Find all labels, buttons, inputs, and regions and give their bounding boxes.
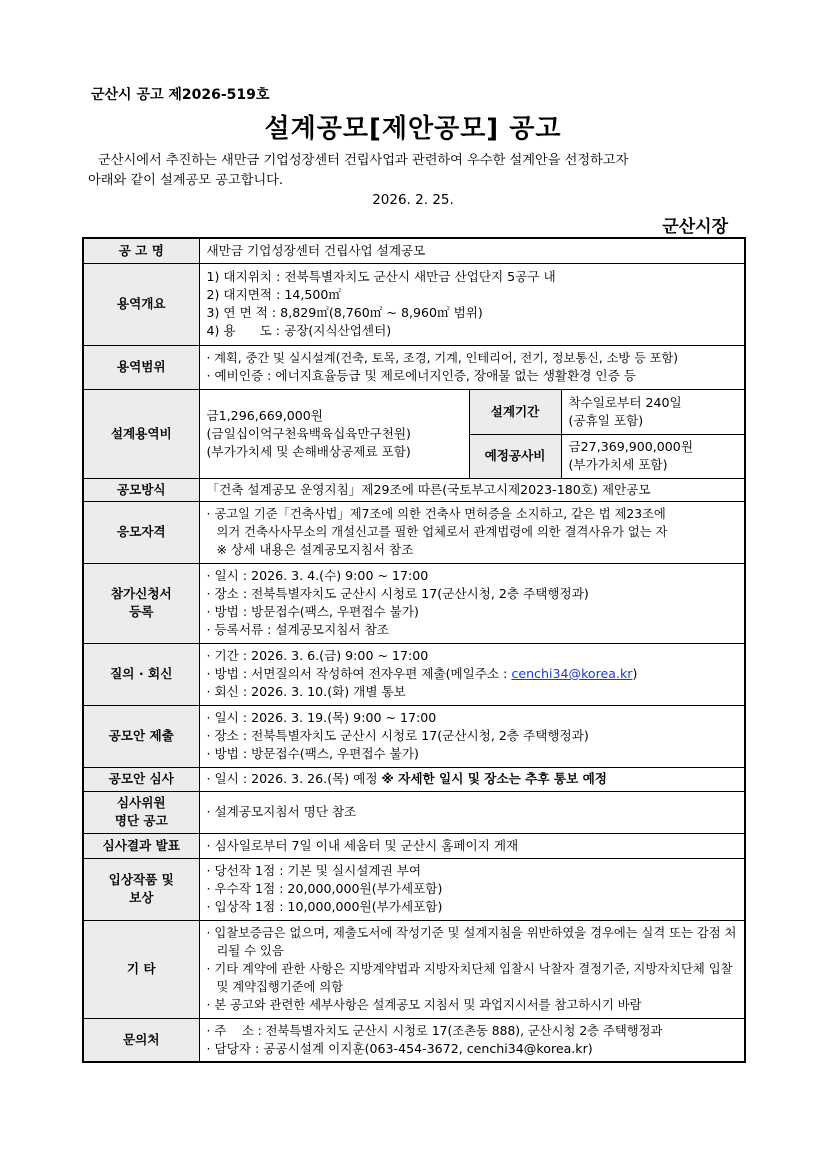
committee-value: · 설계공모지침서 명단 참조	[199, 791, 745, 833]
qa-content	[199, 643, 745, 705]
row-label: 문의처	[83, 1018, 199, 1062]
row-overview	[83, 263, 745, 345]
row-review	[83, 767, 745, 791]
overview-line: 3) 연 면 적 : 8,829㎡(8,760㎡ ~ 8,960㎡ 범위)	[206, 305, 483, 320]
row-label: 용역범위	[83, 345, 199, 389]
row-fee	[83, 389, 745, 434]
label-line: 명단 공고	[114, 813, 168, 828]
row-label: 공모안 제출	[83, 705, 199, 767]
row-label	[83, 858, 199, 920]
label-line: 입상작품 및	[108, 872, 174, 887]
fee-note: (부가가치세 및 손해배상공제료 포함)	[206, 443, 411, 459]
notice-number: 군산시 공고 제2026-519호	[91, 87, 270, 103]
registration-line: · 장소 : 전북특별자치도 군산시 시청로 17(군산시청, 2층 주택행정과)	[206, 586, 589, 601]
notice-date: 2026. 2. 25.	[372, 192, 454, 208]
awards-content	[199, 858, 745, 920]
period-line: (공휴일 포함)	[568, 412, 644, 428]
submission-content	[199, 705, 745, 767]
intro-paragraph	[88, 151, 740, 191]
row-other	[83, 920, 745, 1018]
intro-line: 아래와 같이 설계공모 공고합니다.	[88, 173, 284, 188]
scope-content	[199, 345, 745, 389]
method-value: 「건축 설계공모 운영지침」제29조에 따른(국토부고시제2023-180호) 제안공모	[199, 478, 745, 501]
other-item: · 입찰보증금은 없으며, 제출도서에 작성기준 및 설계지침을 위반하였을 경우에는 실격 또는 감점 처리될 수 있음	[206, 926, 737, 958]
row-label: 설계용역비	[83, 389, 199, 478]
other-item: · 기타 계약에 관한 사항은 지방계약법과 지방자치단체 입찰시 낙찰자 결정기준, 지방자치단체 입찰 및 계약집행기준에 의함	[206, 962, 733, 994]
email-link[interactable]: cenchi34@korea.kr	[511, 666, 633, 681]
scope-line: · 계획, 중간 및 실시설계(건축, 토목, 조경, 기계, 인테리어, 전기, 정보통신, 소방 등 포함)	[206, 351, 678, 365]
cost-line: (부가가치세 포함)	[568, 457, 668, 472]
qa-method-text: · 방법 : 서면질의서 작성하여 전자우편 제출(메일주소 :	[206, 666, 512, 681]
award-line: · 입상작 1점 : 10,000,000원(부가세포함)	[206, 899, 443, 914]
contact-person: · 담당자 : 공공시설계 이지훈(063-454-3672, cenchi34@korea.kr)	[206, 1040, 593, 1056]
row-label	[83, 563, 199, 643]
overview-line: 2) 대지면적 : 14,500㎡	[206, 287, 342, 302]
overview-content	[199, 263, 745, 345]
registration-line: · 일시 : 2026. 3. 4.(수) 9:00 ~ 17:00	[206, 568, 429, 583]
eligibility-content	[199, 501, 745, 563]
review-content	[199, 767, 745, 791]
eligibility-line: · 공고일 기준「건축사법」제7조에 의한 건축사 면허증을 소지하고, 같은 법 제23조에	[206, 507, 666, 521]
cost-content	[561, 434, 745, 478]
row-awards	[83, 858, 745, 920]
label-line: 등록	[129, 604, 154, 619]
other-item: · 본 공고와 관련한 세부사항은 설계공모 지침서 및 과업지시서를 참고하시기 바람	[206, 998, 642, 1012]
row-label: 공모안 심사	[83, 767, 199, 791]
issuer: 군산시장	[662, 217, 728, 237]
registration-line: · 방법 : 방문접수(팩스, 우편접수 불가)	[206, 604, 419, 619]
cost-line: 금27,369,900,000원	[568, 439, 693, 454]
submission-line: · 방법 : 방문접수(팩스, 우편접수 불가)	[206, 746, 419, 761]
page-title: 설계공모[제안공모] 공고	[264, 114, 562, 144]
row-qa	[83, 643, 745, 705]
label-line: 참가신청서	[110, 586, 172, 601]
row-committee	[83, 791, 745, 833]
notice-name-value: 새만금 기업성장센터 건립사업 설계공모	[199, 238, 745, 263]
registration-content	[199, 563, 745, 643]
row-label: 질의 · 회신	[83, 643, 199, 705]
label-line: 심사위원	[116, 795, 166, 810]
award-line: · 우수작 1점 : 20,000,000원(부가세포함)	[206, 881, 443, 896]
period-line: 착수일로부터 240일	[568, 394, 682, 410]
qa-line: · 회신 : 2026. 3. 10.(화) 개별 통보	[206, 684, 406, 699]
fee-content	[199, 389, 469, 478]
row-result	[83, 833, 745, 858]
row-label: 용역개요	[83, 263, 199, 345]
row-scope	[83, 345, 745, 389]
fee-amount-korean: (금일십이억구천육백육십육만구천원)	[206, 425, 411, 441]
row-method	[83, 478, 745, 501]
row-registration	[83, 563, 745, 643]
scope-line: · 예비인증 : 에너지효율등급 및 제로에너지인증, 장애물 없는 생활환경 인증 등	[206, 368, 636, 383]
qa-line	[207, 665, 738, 683]
row-label: 심사결과 발표	[83, 833, 199, 858]
row-contact	[83, 1018, 745, 1062]
overview-line: 4) 용 도 : 공장(지식산업센터)	[206, 323, 392, 338]
qa-line: · 기간 : 2026. 3. 6.(금) 9:00 ~ 17:00	[206, 648, 429, 663]
eligibility-line: 의거 건축사사무소의 개설신고를 필한 업체로서 관계법령에 의한 결격사유가 없는 자	[216, 525, 668, 539]
contact-content	[199, 1018, 745, 1062]
review-date: · 일시 : 2026. 3. 26.(목) 예정	[206, 771, 382, 786]
other-content	[199, 920, 745, 1018]
row-eligibility	[83, 501, 745, 563]
row-label	[83, 791, 199, 833]
award-line: · 당선작 1점 : 기본 및 실시설계권 부여	[206, 863, 422, 878]
notice-table	[82, 237, 746, 1063]
row-notice-name	[83, 238, 745, 263]
row-submission	[83, 705, 745, 767]
row-label: 기 타	[83, 920, 199, 1018]
label-line: 보상	[129, 890, 154, 905]
fee-amount: 금1,296,669,000원	[206, 407, 323, 423]
cost-label: 예정공사비	[469, 434, 561, 478]
result-value: · 심사일로부터 7일 이내 세움터 및 군산시 홈페이지 게재	[199, 833, 745, 858]
overview-line: 1) 대지위치 : 전북특별자치도 군산시 새만금 산업단지 5공구 내	[206, 269, 556, 284]
period-content	[561, 389, 745, 434]
submission-line: · 장소 : 전북특별자치도 군산시 시청로 17(군산시청, 2층 주택행정과)	[206, 728, 589, 743]
qa-method-close: )	[632, 666, 638, 681]
contact-address: · 주 소 : 전북특별자치도 군산시 시청로 17(조촌동 888), 군산시청 2층 주택행정과	[206, 1023, 663, 1038]
row-label: 응모자격	[83, 501, 199, 563]
intro-line: 군산시에서 추진하는 새만금 기업성장센터 건립사업과 관련하여 우수한 설계안을 선정하고자	[98, 153, 629, 168]
submission-line: · 일시 : 2026. 3. 19.(목) 9:00 ~ 17:00	[206, 710, 437, 725]
eligibility-note: ※ 상세 내용은 설계공모지침서 참조	[216, 542, 414, 557]
row-label: 공모방식	[83, 478, 199, 501]
period-label: 설계기간	[469, 389, 561, 434]
row-label: 공 고 명	[83, 238, 199, 263]
registration-line: · 등록서류 : 설계공모지침서 참조	[206, 622, 389, 637]
review-note: ※ 자세한 일시 및 장소는 추후 통보 예정	[381, 771, 607, 786]
